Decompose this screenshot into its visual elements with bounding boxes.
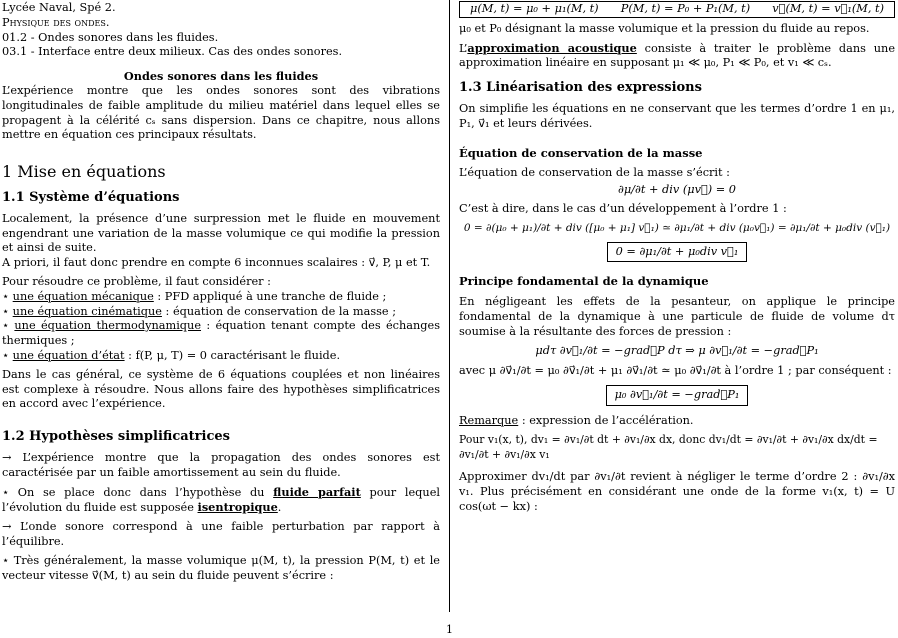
equation-list-item: ⋆ une équation thermodynamique : équation tenant compte des échanges thermiques ; xyxy=(2,319,440,348)
approximation-paragraph: Approximer dv₁/dt par ∂v₁/∂t revient à négliger le terme d’ordre 2 : ∂v₁/∂x v₁. Plus précisément en considérant une onde de la forme v₁(x, t) = U cos(ωt − kx) : xyxy=(459,470,895,513)
chapter-label: 01.2 - Ondes sonores dans les fluides. xyxy=(2,30,219,44)
order-1-text: C’est à dire, dans le cas d’un développement à l’ordre 1 : xyxy=(459,201,787,215)
box-eq-p: P(M, t) = P₀ + P₁(M, t) xyxy=(620,2,751,15)
item-text: : f(P, μ, T) = 0 caractérisant le fluide. xyxy=(124,348,341,362)
approx-post: consiste à traiter le problème dans une approximation linéaire en supposant μ₁ ≪ μ₀, P₁ ≪ P₀, et v₁ ≪ cₛ. xyxy=(459,41,896,70)
subsection-1-1-title: 1.1 Système d’équations xyxy=(2,189,180,205)
linearisation-text: On simplifie les équations en ne conservant que les termes d’ordre 1 en μ₁, P₁, v⃗₁ et leurs dérivées. xyxy=(459,101,895,130)
school-label: Lycée Naval, Spé 2. xyxy=(2,1,116,14)
left-column xyxy=(2,0,440,583)
item-label: une équation thermodynamique xyxy=(14,319,202,333)
pfd-result xyxy=(459,385,895,406)
column-divider xyxy=(449,0,450,612)
sub11-paragraph-1b: A priori, il faut donc prendre en compte 6 inconnues scalaires : v⃗, P, μ et T. xyxy=(2,256,431,270)
hypothesis-1: → L’expérience montre que la propagation des ondes sonores est caractérisée par un faible amortissement au sein du fluide. xyxy=(2,450,440,479)
remark-label: Remarque xyxy=(459,413,519,427)
rest-state-text: μ₀ et P₀ désignant la masse volumique et la pression du fluide au repos. xyxy=(459,21,870,35)
equation-list-item: ⋆ une équation mécanique : PFD appliqué à une tranche de fluide ; xyxy=(2,289,387,303)
mass-conservation-text: L’équation de conservation de la masse s’écrit : xyxy=(459,166,730,180)
subsection-1-3-title: 1.3 Linéarisation des expressions xyxy=(459,80,702,96)
pfd-equation: μdτ ∂v⃗₁/∂t = −grad⃗P dτ ⇒ μ ∂v⃗₁/∂t = −grad⃗P₁ xyxy=(535,343,819,357)
sub11-paragraph-3: Dans le cas général, ce système de 6 équations couplées et non linéaires est complexe à résoudre. Nous allons faire des hypothèses simplificatrices en accord avec l’expérience. xyxy=(2,367,440,411)
remark-text: : expression de l’accélération. xyxy=(518,413,694,427)
hypothesis-2 xyxy=(2,485,440,517)
order-1-equation: 0 = ∂(μ₀ + μ₁)/∂t + div ([μ₀ + μ₁] v⃗₁) ≃ ∂μ₁/∂t + div (μ₀v⃗₁) = ∂μ₁/∂t + μ₀div (v⃗₁) xyxy=(463,221,891,234)
mass-conservation-boxed: 0 = ∂μ₁/∂t + μ₀div v⃗₁ xyxy=(607,242,748,263)
box-eq-v: v⃗(M, t) = v⃗₁(M, t) xyxy=(772,2,884,15)
box-eq-mu: μ(M, t) = μ₀ + μ₁(M, t) xyxy=(470,2,599,15)
hypothesis-2-post: . xyxy=(277,501,282,515)
decomposition-box xyxy=(459,1,895,18)
item-text: : équation tenant compte des échanges thermiques ; xyxy=(2,319,440,348)
course-label: Physique des ondes. xyxy=(2,15,110,29)
fluide-parfait-term: fluide parfait xyxy=(273,484,361,499)
item-text: : PFD appliqué à une tranche de fluide ; xyxy=(153,289,387,303)
item-label: une équation cinématique xyxy=(12,304,162,318)
equation-list-item: ⋆ une équation d’état : f(P, μ, T) = 0 caractérisant le fluide. xyxy=(2,348,341,362)
subchapter-label: 03.1 - Interface entre deux milieux. Cas des ondes sonores. xyxy=(2,45,343,59)
hypothesis-2-mid: pour lequel l’évolution du fluide est supposée xyxy=(2,485,440,515)
sub11-paragraph-2: Pour résoudre ce problème, il faut considérer : xyxy=(2,274,271,288)
intro-paragraph: L’expérience montre que les ondes sonores sont des vibrations longitudinales de faible amplitude du milieu matériel dans lequel elles se propagent à la célérité cₛ sans dispersion. Dans ce chapitre, nous allons mettre en équation ces principaux résultats. xyxy=(2,83,440,142)
pfd-boxed: μ₀ ∂v⃗₁/∂t = −grad⃗P₁ xyxy=(606,385,749,406)
item-label: une équation d’état xyxy=(12,348,125,362)
mass-conservation-equation: ∂μ/∂t + div (μv⃗) = 0 xyxy=(618,183,736,197)
mass-conservation-result xyxy=(459,242,895,263)
subsection-1-2-title: 1.2 Hypothèses simplificatrices xyxy=(2,429,230,445)
approx-label: approximation acoustique xyxy=(467,40,637,55)
sub11-paragraph-1: Localement, la présence d’une surpression met le fluide en mouvement engendrant une variation de la masse volumique ce qui modifie la pression et ainsi de suite. xyxy=(2,211,440,255)
pfd-text: En négligeant les effets de la pesanteur, on applique le principe fondamental de la dynamique à une particule de fluide de volume dτ soumise à la résultante des forces de pression : xyxy=(459,295,895,338)
item-text: : équation de conservation de la masse ; xyxy=(161,304,396,318)
hypothesis-2-pre: ⋆ On se place donc dans l’hypothèse du xyxy=(2,485,274,499)
item-label: une équation mécanique xyxy=(12,289,154,303)
mass-conservation-title: Équation de conservation de la masse xyxy=(459,145,703,160)
section-1-title: 1 Mise en équations xyxy=(2,162,166,182)
isentropique-term: isentropique xyxy=(197,500,278,515)
acceleration-equation: Pour v₁(x, t), dv₁ = ∂v₁/∂t dt + ∂v₁/∂x dx, donc dv₁/dt = ∂v₁/∂t + ∂v₁/∂x dx/dt = ∂v₁/∂t + ∂v₁/∂x v₁ xyxy=(459,432,878,461)
pfd-avec-line: avec μ ∂v⃗₁/∂t = μ₀ ∂v⃗₁/∂t + μ₁ ∂v⃗₁/∂t ≃ μ₀ ∂v⃗₁/∂t à l’ordre 1 ; par conséquent : xyxy=(459,364,892,378)
right-column xyxy=(459,0,895,515)
approx-pre: L’ xyxy=(459,41,468,55)
hypothesis-3: → L’onde sonore correspond à une faible perturbation par rapport à l’équilibre. xyxy=(2,520,440,548)
pfd-title: Principe fondamental de la dynamique xyxy=(459,274,709,289)
equation-list-item: ⋆ une équation cinématique : équation de conservation de la masse ; xyxy=(2,304,396,318)
page-title: Ondes sonores dans les fluides xyxy=(123,69,319,84)
acoustic-approx-paragraph xyxy=(459,41,895,72)
page-number: 1 xyxy=(446,623,453,636)
hypothesis-4: ⋆ Très généralement, la masse volumique μ(M, t), la pression P(M, t) et le vecteur vitesse v⃗(M, t) au sein du fluide peuvent s’écrire : xyxy=(2,553,440,582)
remark-line xyxy=(459,414,895,429)
